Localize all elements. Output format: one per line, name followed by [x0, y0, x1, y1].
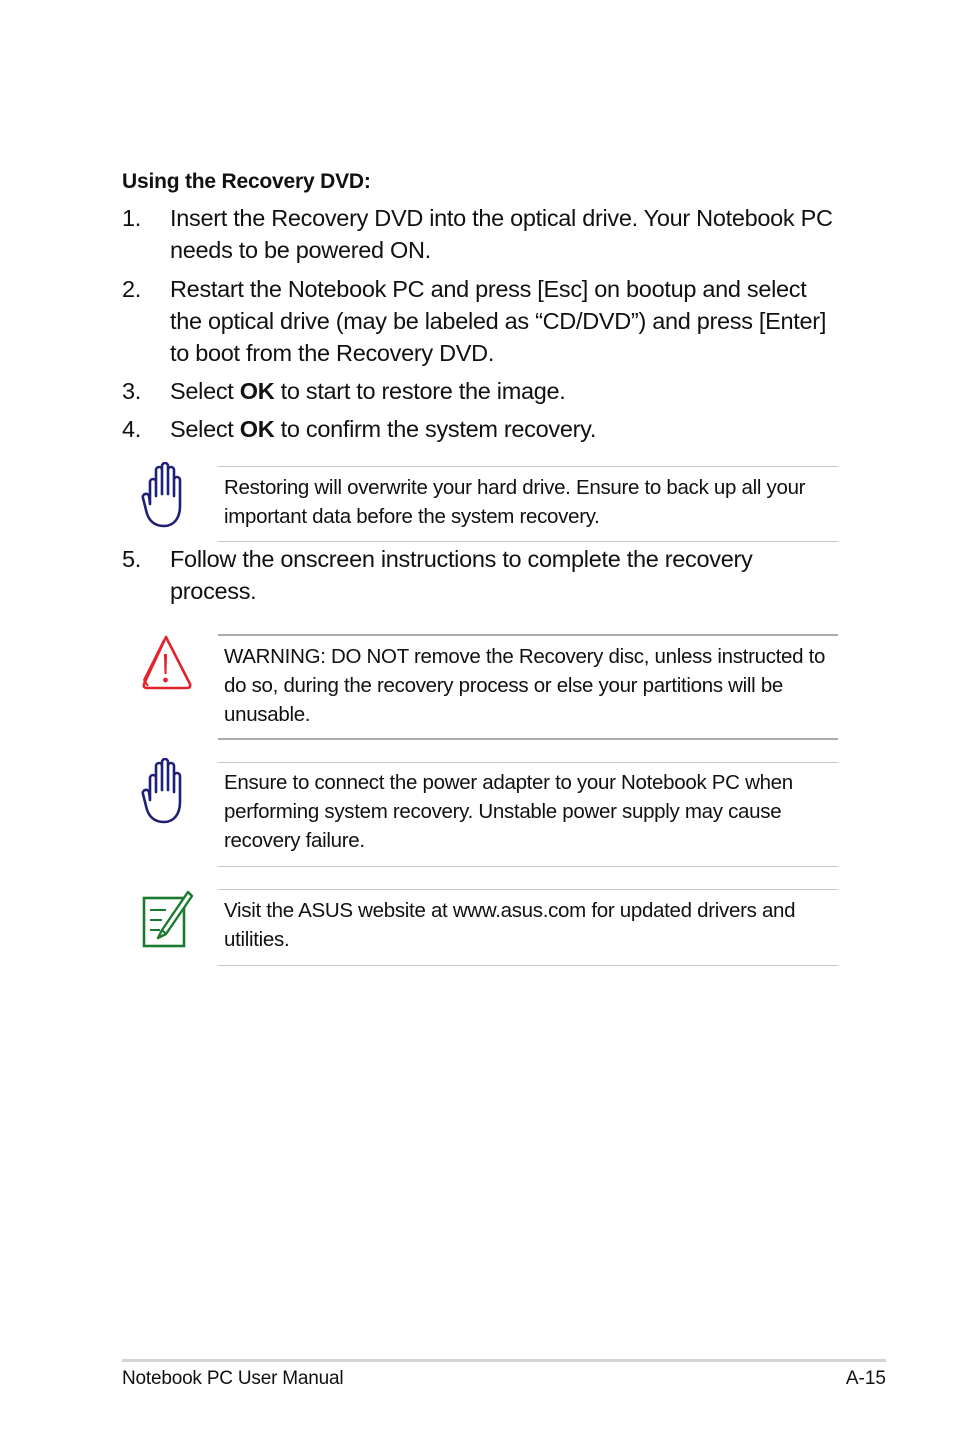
step-text: Follow the onscreen instructions to complete the recovery process.	[170, 546, 753, 604]
step-number: 2.	[122, 276, 141, 302]
info-note	[218, 889, 838, 966]
page-number: A-15	[845, 1368, 886, 1389]
step-number: 1.	[122, 205, 141, 231]
caution-note-2	[218, 762, 838, 867]
step-text: Insert the Recovery DVD into the optical drive. Your Notebook PC needs to be powered ON.	[170, 205, 833, 263]
section-heading: Using the Recovery DVD:	[122, 170, 371, 193]
caution-hand-icon	[140, 462, 188, 528]
step-text: Select OK to start to restore the image.	[170, 378, 566, 404]
note-text: Visit the ASUS website at www.asus.com for updated drivers and utilities.	[224, 899, 796, 951]
caution-hand-icon	[140, 758, 188, 824]
ok-keyword: OK	[239, 416, 275, 442]
warning-note	[218, 634, 838, 740]
step-number: 4.	[122, 416, 141, 442]
caution-note-1	[218, 466, 838, 542]
step-text: Select OK to confirm the system recovery.	[170, 416, 597, 442]
footer-manual-title: Notebook PC User Manual	[122, 1368, 344, 1389]
warning-triangle-icon	[140, 634, 194, 692]
step-number: 3.	[122, 378, 141, 404]
step-text: Restart the Notebook PC and press [Esc] on bootup and select the optical drive (may be labeled as “CD/DVD”) and press [Enter] to boot from the Recovery DVD.	[170, 276, 827, 366]
step-number: 5.	[122, 546, 141, 572]
ok-keyword: OK	[239, 378, 275, 404]
note-text: Restoring will overwrite your hard drive. Ensure to back up all your important data before the system recovery.	[224, 476, 806, 528]
note-pencil-icon	[140, 890, 194, 950]
note-text: WARNING: DO NOT remove the Recovery disc, unless instructed to do so, during the recovery process or else your partitions will be unusable.	[224, 645, 826, 726]
footer-divider	[122, 1359, 886, 1362]
note-text: Ensure to connect the power adapter to your Notebook PC when performing system recovery. Unstable power supply may cause recovery failure.	[224, 771, 793, 852]
